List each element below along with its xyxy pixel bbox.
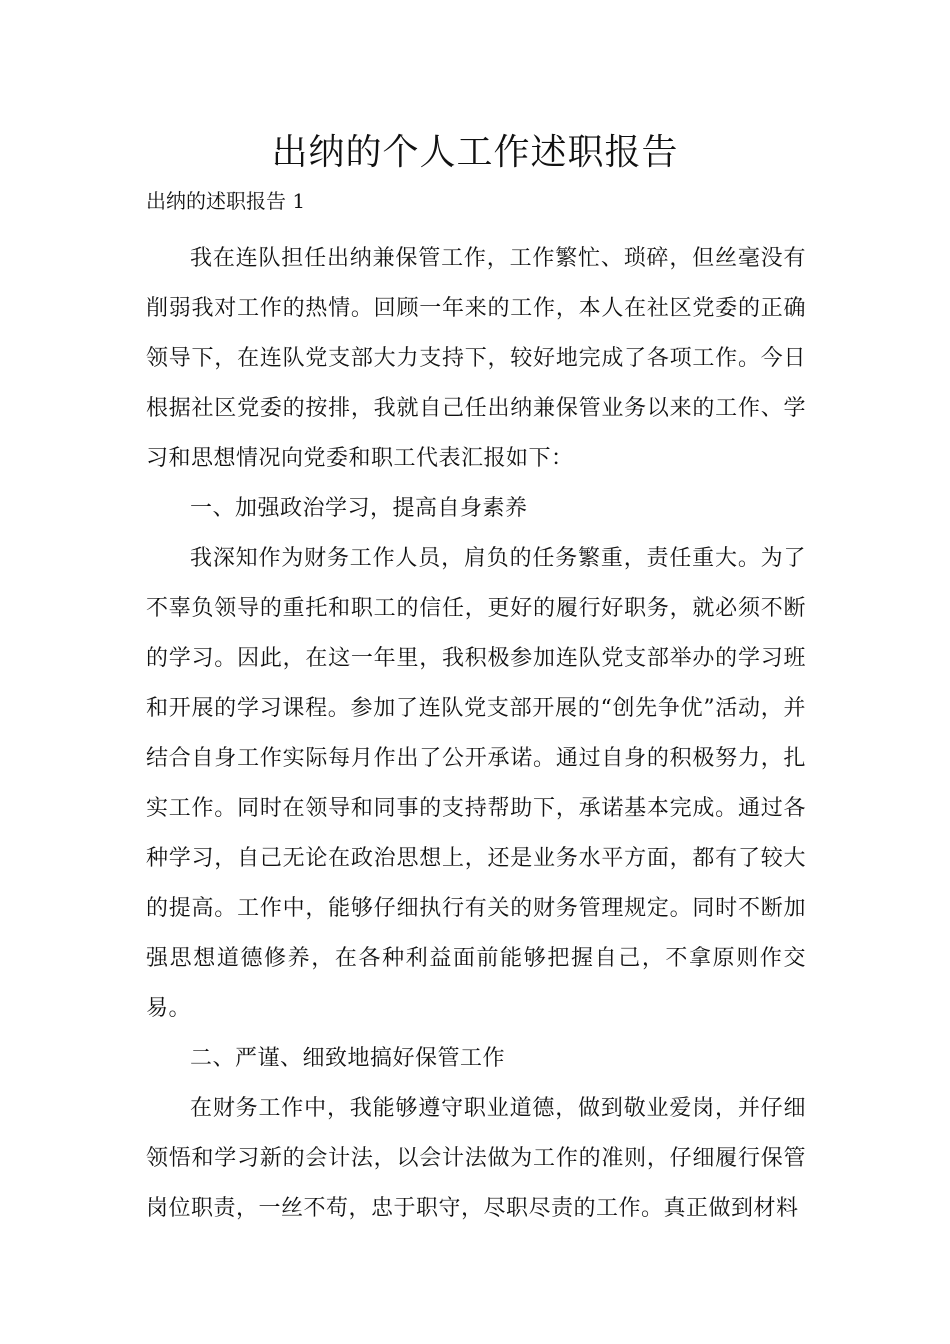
section-heading-2: 二、严谨、细致地搞好保管工作 (190, 1046, 506, 1071)
document-title: 出纳的个人工作述职报告 (271, 132, 679, 173)
paragraph-intro: 我在连队担任出纳兼保管工作，工作繁忙、琐碎，但丝毫没有削弱我对工作的热情。回顾一年来的工作，本人在社区党委的正确领导下，在连队党支部大力支持下，较好地完成了各项工作。今日根据社区党委的按排，我就自己任出纳兼保管业务以来的工作、学习和思想情况向党委和职工代表汇报如下： (146, 246, 806, 471)
section-heading-1: 一、加强政治学习，提高自身素养 (190, 496, 528, 521)
document-body (146, 234, 806, 1234)
paragraph-section-2: 在财务工作中，我能够遵守职业道德，做到敬业爱岗，并仔细领悟和学习新的会计法，以会计法做为工作的准则，仔细履行保管岗位职责，一丝不苟，忠于职守，尽职尽责的工作。真正做到材料 (146, 1096, 806, 1221)
document-subtitle: 出纳的述职报告 1 (146, 189, 306, 213)
paragraph-section-1: 我深知作为财务工作人员，肩负的任务繁重，责任重大。为了不辜负领导的重托和职工的信任，更好的履行好职务，就必须不断的学习。因此，在这一年里，我积极参加连队党支部举办的学习班和开展的学习课程。参加了连队党支部开展的“创先争优”活动，并结合自身工作实际每月作出了公开承诺。通过自身的积极努力，扎实工作。同时在领导和同事的支持帮助下，承诺基本完成。通过各种学习，自己无论在政治思想上，还是业务水平方面，都有了较大的提高。工作中，能够仔细执行有关的财务管理规定。同时不断加强思想道德修养，在各种利益面前能够把握自己，不拿原则作交易。 (146, 546, 806, 1021)
